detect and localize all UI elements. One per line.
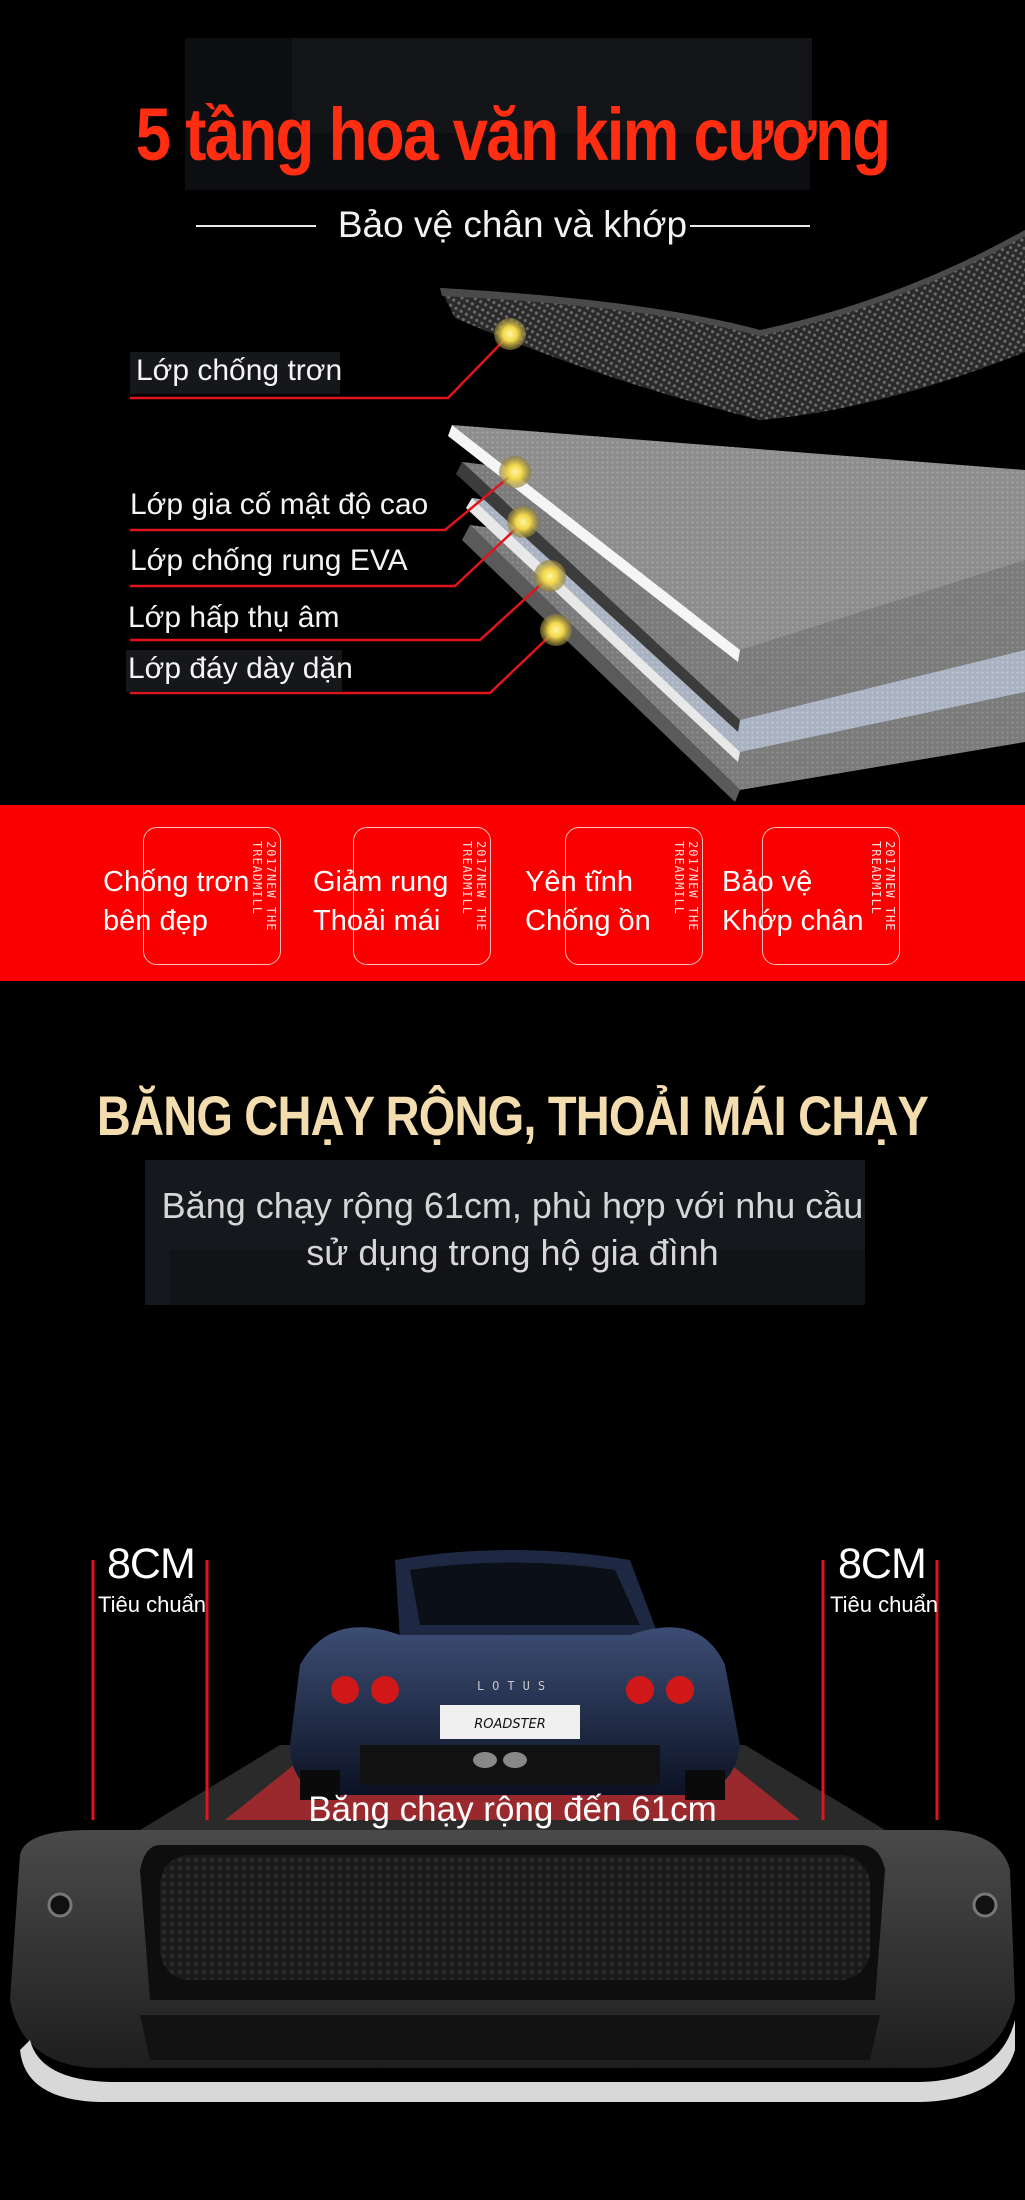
belt-width-label: Băng chạy rộng đến 61cm bbox=[308, 1790, 717, 1829]
feature-line: Yên tĩnh bbox=[525, 866, 634, 898]
section-heading: BĂNG CHẠY RỘNG, THOẢI MÁI CHẠY bbox=[96, 1084, 929, 1147]
feature-line: bên đẹp bbox=[103, 905, 208, 937]
left-dimension-value: 8CM bbox=[107, 1540, 195, 1588]
layer-label-sound: Lớp hấp thụ âm bbox=[128, 601, 340, 634]
feature-band bbox=[0, 805, 1025, 981]
feature-card bbox=[313, 827, 493, 967]
feature-line: Chống ồn bbox=[525, 905, 651, 937]
feature-card bbox=[103, 827, 283, 967]
layer-label-reinforce: Lớp gia cố mật độ cao bbox=[130, 488, 429, 521]
car-brand-text: LOTUS bbox=[476, 1679, 554, 1693]
feature-card bbox=[722, 827, 902, 967]
feature-text bbox=[313, 863, 448, 941]
feature-line: Chống trơn bbox=[103, 866, 250, 898]
feature-line: Khớp chân bbox=[722, 905, 864, 937]
left-dimension-label: Tiêu chuẩn bbox=[98, 1592, 207, 1617]
feature-line: Thoải mái bbox=[313, 905, 441, 937]
feature-watermark: 2017NEW THE TREADMILL bbox=[672, 841, 700, 932]
description-line: Băng chạy rộng 61cm, phù hợp với nhu cầu bbox=[161, 1185, 864, 1226]
layer-antislip bbox=[440, 230, 1025, 420]
feature-text bbox=[525, 863, 651, 941]
layer-label-base: Lớp đáy dày dặn bbox=[128, 652, 353, 685]
right-dimension-value: 8CM bbox=[838, 1540, 926, 1588]
feature-watermark: 2017NEW THE TREADMILL bbox=[869, 841, 897, 932]
feature-text bbox=[103, 863, 249, 941]
subtitle: Bảo vệ chân và khớp bbox=[337, 204, 688, 245]
feature-card bbox=[525, 827, 705, 967]
treadmill-frame bbox=[10, 1830, 1015, 2102]
feature-watermark: 2017NEW THE TREADMILL bbox=[250, 841, 278, 932]
section-description bbox=[0, 1182, 1025, 1276]
car-image bbox=[290, 1550, 740, 1800]
feature-watermark: 2017NEW THE TREADMILL bbox=[460, 841, 488, 932]
layers-section bbox=[0, 0, 1025, 805]
page-title: 5 tầng hoa văn kim cương bbox=[135, 93, 890, 176]
feature-line: Bảo vệ bbox=[722, 866, 813, 898]
feature-text bbox=[722, 863, 864, 941]
layer-label-antislip: Lớp chống trơn bbox=[136, 354, 343, 387]
car-plate-text: ROADSTER bbox=[474, 1717, 546, 1732]
feature-line: Giảm rung bbox=[313, 866, 449, 898]
layer-label-eva: Lớp chống rung EVA bbox=[130, 544, 408, 577]
right-dimension-label: Tiêu chuẩn bbox=[830, 1592, 939, 1617]
description-line: sử dụng trong hộ gia đình bbox=[306, 1232, 719, 1273]
